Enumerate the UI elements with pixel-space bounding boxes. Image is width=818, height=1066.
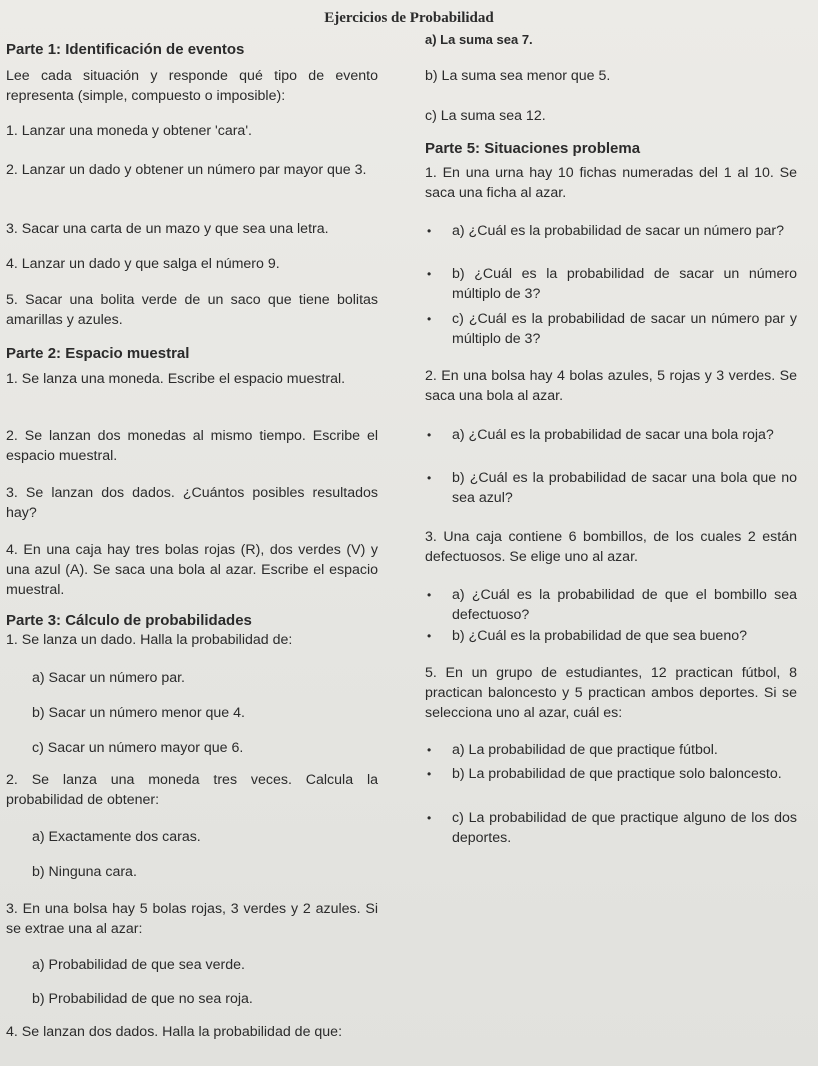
part5-question-5b-text: b) La probabilidad de que practique solo baloncesto. bbox=[452, 766, 782, 782]
part5-heading: Parte 5: Situaciones problema bbox=[425, 140, 641, 157]
part5-question-1a-text: a) ¿Cuál es la probabilidad de sacar un número par? bbox=[452, 223, 785, 239]
page-title: Ejercicios de Probabilidad bbox=[324, 10, 494, 26]
part5-question-1b-text: b) ¿Cuál es la probabilidad de sacar un número múltiplo de 3? bbox=[452, 266, 797, 302]
part2-question-4: 4. En una caja hay tres bolas rojas (R), dos verdes (V) y una azul (A). Se saca una bola al azar. Escribe el espacio muestral. bbox=[6, 542, 378, 598]
part5-question-3: 3. Una caja contiene 6 bombillos, de los cuales 2 están defectuosos. Se elige uno al azar. bbox=[425, 529, 797, 565]
bullet-icon: • bbox=[427, 471, 432, 485]
bullet-icon: • bbox=[427, 743, 432, 757]
part1-question-2: 2. Lanzar un dado y obtener un número par mayor que 3. bbox=[6, 162, 367, 178]
bullet-icon: • bbox=[427, 224, 432, 238]
bullet-icon: • bbox=[427, 312, 432, 326]
bullet-icon: • bbox=[427, 767, 432, 781]
part3-question-1: 1. Se lanza un dado. Halla la probabilidad de: bbox=[6, 632, 293, 648]
part1-heading: Parte 1: Identificación de eventos bbox=[6, 41, 245, 58]
part5-question-1: 1. En una urna hay 10 fichas numeradas del 1 al 10. Se saca una ficha al azar. bbox=[425, 165, 797, 201]
part1-question-1: 1. Lanzar una moneda y obtener 'cara'. bbox=[6, 123, 252, 139]
part2-heading: Parte 2: Espacio muestral bbox=[6, 345, 190, 362]
part1-question-4: 4. Lanzar un dado y que salga el número 9. bbox=[6, 256, 280, 272]
part2-question-1: 1. Se lanza una moneda. Escribe el espacio muestral. bbox=[6, 371, 346, 387]
part5-question-1c-text: c) ¿Cuál es la probabilidad de sacar un número par y múltiplo de 3? bbox=[452, 311, 797, 347]
part3-question-2a: a) Exactamente dos caras. bbox=[32, 829, 201, 845]
bullet-icon: • bbox=[427, 629, 432, 643]
part4-item-c: c) La suma sea 12. bbox=[425, 108, 546, 124]
part2-question-3: 3. Se lanzan dos dados. ¿Cuántos posibles resultados hay? bbox=[6, 485, 378, 521]
bullet-icon: • bbox=[427, 588, 432, 602]
part3-question-3b: b) Probabilidad de que no sea roja. bbox=[32, 991, 253, 1007]
part3-question-3a: a) Probabilidad de que sea verde. bbox=[32, 957, 245, 973]
part3-question-2b: b) Ninguna cara. bbox=[32, 864, 137, 880]
bullet-icon: • bbox=[427, 428, 432, 442]
part3-question-1c: c) Sacar un número mayor que 6. bbox=[32, 740, 244, 756]
part3-question-3: 3. En una bolsa hay 5 bolas rojas, 3 verdes y 2 azules. Si se extrae una al azar: bbox=[6, 901, 378, 937]
part5-question-5a-text: a) La probabilidad de que practique fútbol. bbox=[452, 742, 718, 758]
part4-item-a: a) La suma sea 7. bbox=[425, 32, 533, 47]
part3-question-2: 2. Se lanza una moneda tres veces. Calcula la probabilidad de obtener: bbox=[6, 772, 378, 808]
part3-question-1a: a) Sacar un número par. bbox=[32, 670, 185, 686]
part3-heading: Parte 3: Cálculo de probabilidades bbox=[6, 612, 252, 629]
part1-question-3: 3. Sacar una carta de un mazo y que sea una letra. bbox=[6, 221, 329, 237]
bullet-icon: • bbox=[427, 267, 432, 281]
part5-question-5: 5. En un grupo de estudiantes, 12 practican fútbol, 8 practican baloncesto y 5 practican ambos deportes. Si se selecciona uno al azar, cuál es: bbox=[425, 665, 797, 721]
part1-question-5: 5. Sacar una bolita verde de un saco que tiene bolitas amarillas y azules. bbox=[6, 292, 378, 328]
part5-question-5c-text: c) La probabilidad de que practique alguno de los dos deportes. bbox=[452, 810, 797, 846]
part5-question-2: 2. En una bolsa hay 4 bolas azules, 5 rojas y 3 verdes. Se saca una bola al azar. bbox=[425, 368, 797, 404]
part5-question-3b-text: b) ¿Cuál es la probabilidad de que sea bueno? bbox=[452, 628, 747, 644]
part5-question-2b-text: b) ¿Cuál es la probabilidad de sacar una bola que no sea azul? bbox=[452, 470, 797, 506]
part2-question-2: 2. Se lanzan dos monedas al mismo tiempo. Escribe el espacio muestral. bbox=[6, 428, 378, 464]
part4-item-b: b) La suma sea menor que 5. bbox=[425, 68, 611, 84]
part3-question-4: 4. Se lanzan dos dados. Halla la probabilidad de que: bbox=[6, 1024, 343, 1040]
part5-question-3a-text: a) ¿Cuál es la probabilidad de que el bombillo sea defectuoso? bbox=[452, 587, 797, 623]
bullet-icon: • bbox=[427, 811, 432, 825]
part1-intro: Lee cada situación y responde qué tipo de evento representa (simple, compuesto o imposible): bbox=[6, 68, 378, 104]
part3-question-1b: b) Sacar un número menor que 4. bbox=[32, 705, 245, 721]
part5-question-2a-text: a) ¿Cuál es la probabilidad de sacar una bola roja? bbox=[452, 427, 774, 443]
